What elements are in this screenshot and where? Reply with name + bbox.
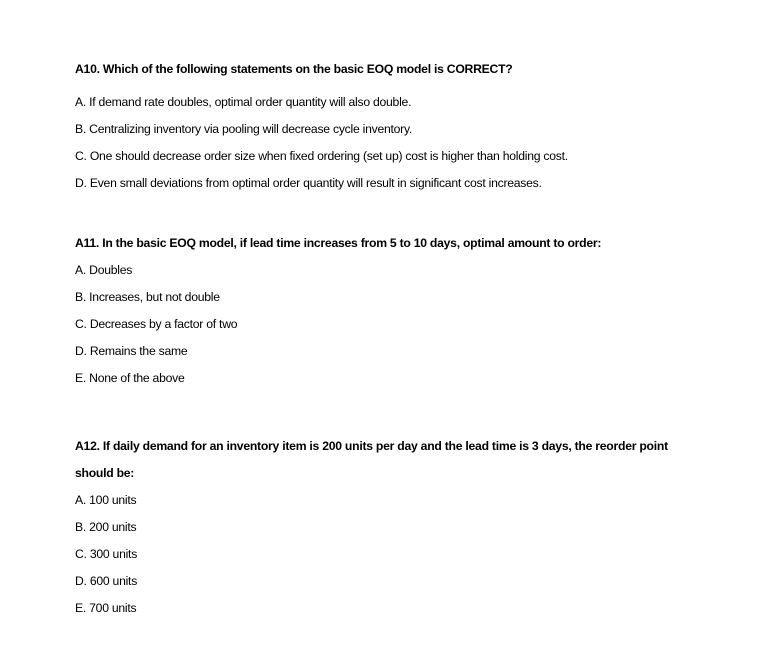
option-b: B. Increases, but not double xyxy=(75,290,220,304)
option-c: C. One should decrease order size when fixed ordering (set up) cost is higher than holding cost. xyxy=(75,149,568,163)
option-a: A. Doubles xyxy=(75,263,133,277)
question-title: A12. If daily demand for an inventory item is 200 units per day and the lead time is 3 days, the reorder point should be: xyxy=(75,439,668,480)
option-a: A. 100 units xyxy=(75,493,137,507)
option-d: D. Even small deviations from optimal order quantity will result in significant cost increases. xyxy=(75,176,542,190)
option-e: E. 700 units xyxy=(75,601,137,615)
question-a11 xyxy=(75,230,715,392)
question-a10 xyxy=(75,56,715,197)
option-c: C. 300 units xyxy=(75,547,138,561)
option-c: C. Decreases by a factor of two xyxy=(75,317,238,331)
option-b: B. 200 units xyxy=(75,520,137,534)
option-a: A. If demand rate doubles, optimal order quantity will also double. xyxy=(75,95,412,109)
option-d: D. Remains the same xyxy=(75,344,188,358)
question-a12 xyxy=(75,433,715,622)
option-d: D. 600 units xyxy=(75,574,138,588)
option-e: E. None of the above xyxy=(75,371,185,385)
question-title: A11. In the basic EOQ model, if lead time increases from 5 to 10 days, optimal amount to order: xyxy=(75,236,602,250)
question-title: A10. Which of the following statements on the basic EOQ model is CORRECT? xyxy=(75,62,513,76)
option-b: B. Centralizing inventory via pooling will decrease cycle inventory. xyxy=(75,122,413,136)
